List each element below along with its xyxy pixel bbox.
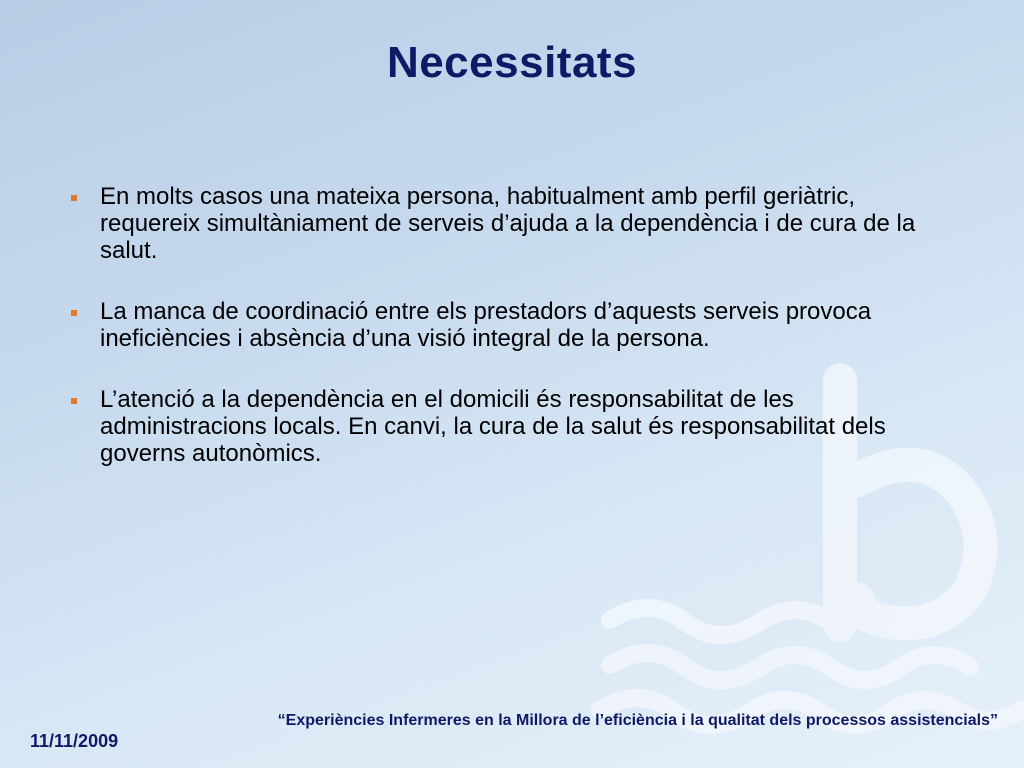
bullet-list	[66, 183, 946, 501]
footer-quote: “Experiències Infermeres en la Millora de l’eficiència i la qualitat dels processos assistencials”	[277, 712, 998, 729]
square-bullet-icon	[71, 310, 77, 316]
square-bullet-icon	[71, 195, 77, 201]
bullet-text: L’atenció a la dependència en el domicili és responsabilitat de les administracions locals. En canvi, la cura de la salut és responsabilitat dels governs autonòmics.	[100, 386, 886, 467]
slide-title: Necessitats	[386, 38, 638, 87]
bullet-text: La manca de coordinació entre els prestadors d’aquests serveis provoca ineficiències i absència d’una visió integral de la persona.	[100, 298, 872, 352]
footer-date: 11/11/2009	[30, 731, 119, 751]
bullet-item	[66, 298, 946, 352]
bullet-item	[66, 183, 946, 264]
bullet-text: En molts casos una mateixa persona, habitualment amb perfil geriàtric, requereix simultàniament de serveis d’ajuda a la dependència i de cura de la salut.	[100, 183, 916, 264]
square-bullet-icon	[71, 398, 77, 404]
bullet-item	[66, 386, 946, 467]
